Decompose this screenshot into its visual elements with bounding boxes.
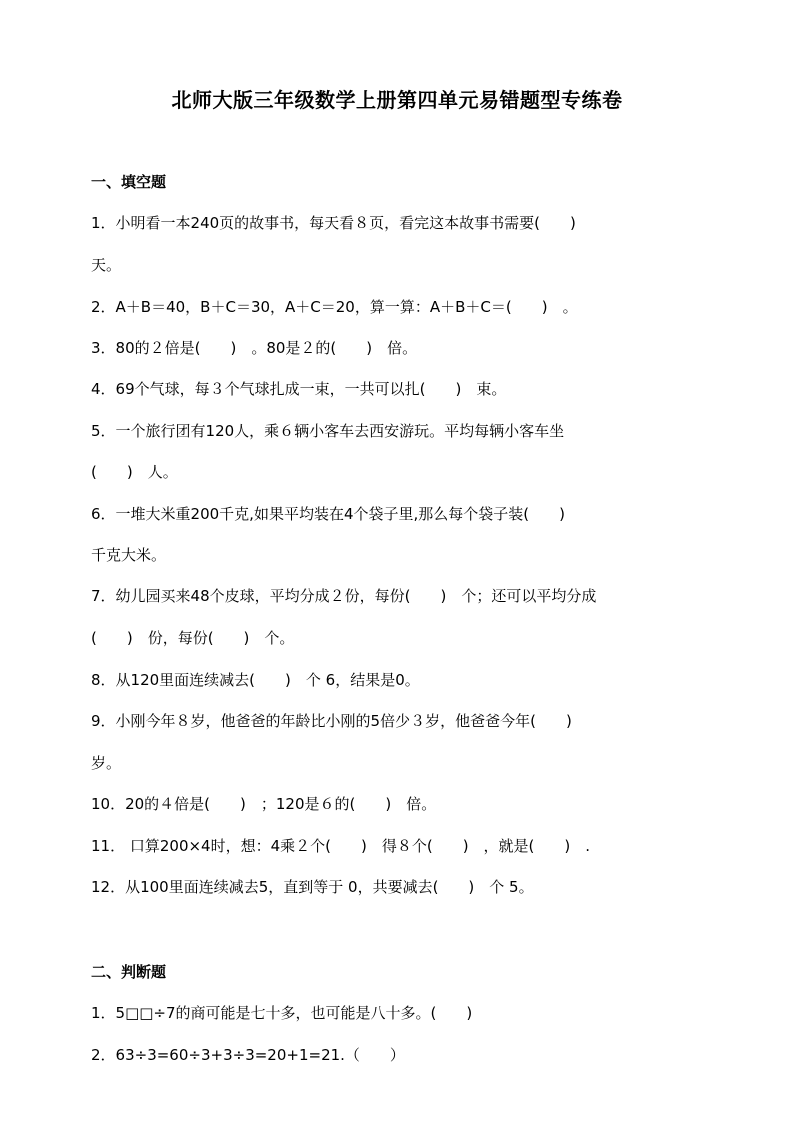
question-line: 5．一个旅行团有120人，乘６辆小客车去西安游玩。平均每辆小客车坐 xyxy=(91,422,565,440)
question-line: 11． 口算200×4时，想：4乘２个( ) 得８个( ) ，就是( ) . xyxy=(91,837,591,855)
question-line: ( ) 人。 xyxy=(91,463,178,481)
question-line: ( ) 份，每份( ) 个。 xyxy=(91,629,295,647)
section-heading-true-false: 二、判断题 xyxy=(91,963,167,981)
question-line: 10．20的４倍是( ) ；120是６的( ) 倍。 xyxy=(91,795,437,813)
question-line: 1．5□□÷7的商可能是七十多，也可能是八十多。( ) xyxy=(91,1004,473,1022)
question-line: 千克大米。 xyxy=(91,546,167,564)
question-line: 6．一堆大米重200千克,如果平均装在4个袋子里,那么每个袋子装( ) xyxy=(91,505,565,523)
page-title: 北师大版三年级数学上册第四单元易错题型专练卷 xyxy=(171,88,623,112)
question-line: 2．63÷3=60÷3+3÷3=20+1=21.（ ） xyxy=(91,1046,405,1064)
question-line: 7．幼儿园买来48个皮球，平均分成２份，每份( ) 个；还可以平均分成 xyxy=(91,587,597,605)
section-heading-fill-blank: 一、填空题 xyxy=(91,173,167,191)
question-line: 4．69个气球，每３个气球扎成一束，一共可以扎( ) 束。 xyxy=(91,380,507,398)
question-line: 3．80的２倍是( ) 。80是２的( ) 倍。 xyxy=(91,339,418,357)
question-line: 天。 xyxy=(91,256,122,274)
question-line: 12．从100里面连续减去5，直到等于 0，共要减去( ) 个 5。 xyxy=(91,878,534,896)
question-line: 2．A＋B＝40，B＋C＝30，A＋C＝20，算一算：A＋B＋C＝( ) 。 xyxy=(91,298,578,316)
question-line: 8．从120里面连续减去( ) 个 6，结果是0。 xyxy=(91,671,420,689)
question-line: 岁。 xyxy=(91,754,122,772)
question-line: 1．小明看一本240页的故事书，每天看８页，看完这本故事书需要( ) xyxy=(91,214,576,232)
question-line: 9．小刚今年８岁，他爸爸的年龄比小刚的5倍少３岁，他爸爸今年( ) xyxy=(91,712,572,730)
